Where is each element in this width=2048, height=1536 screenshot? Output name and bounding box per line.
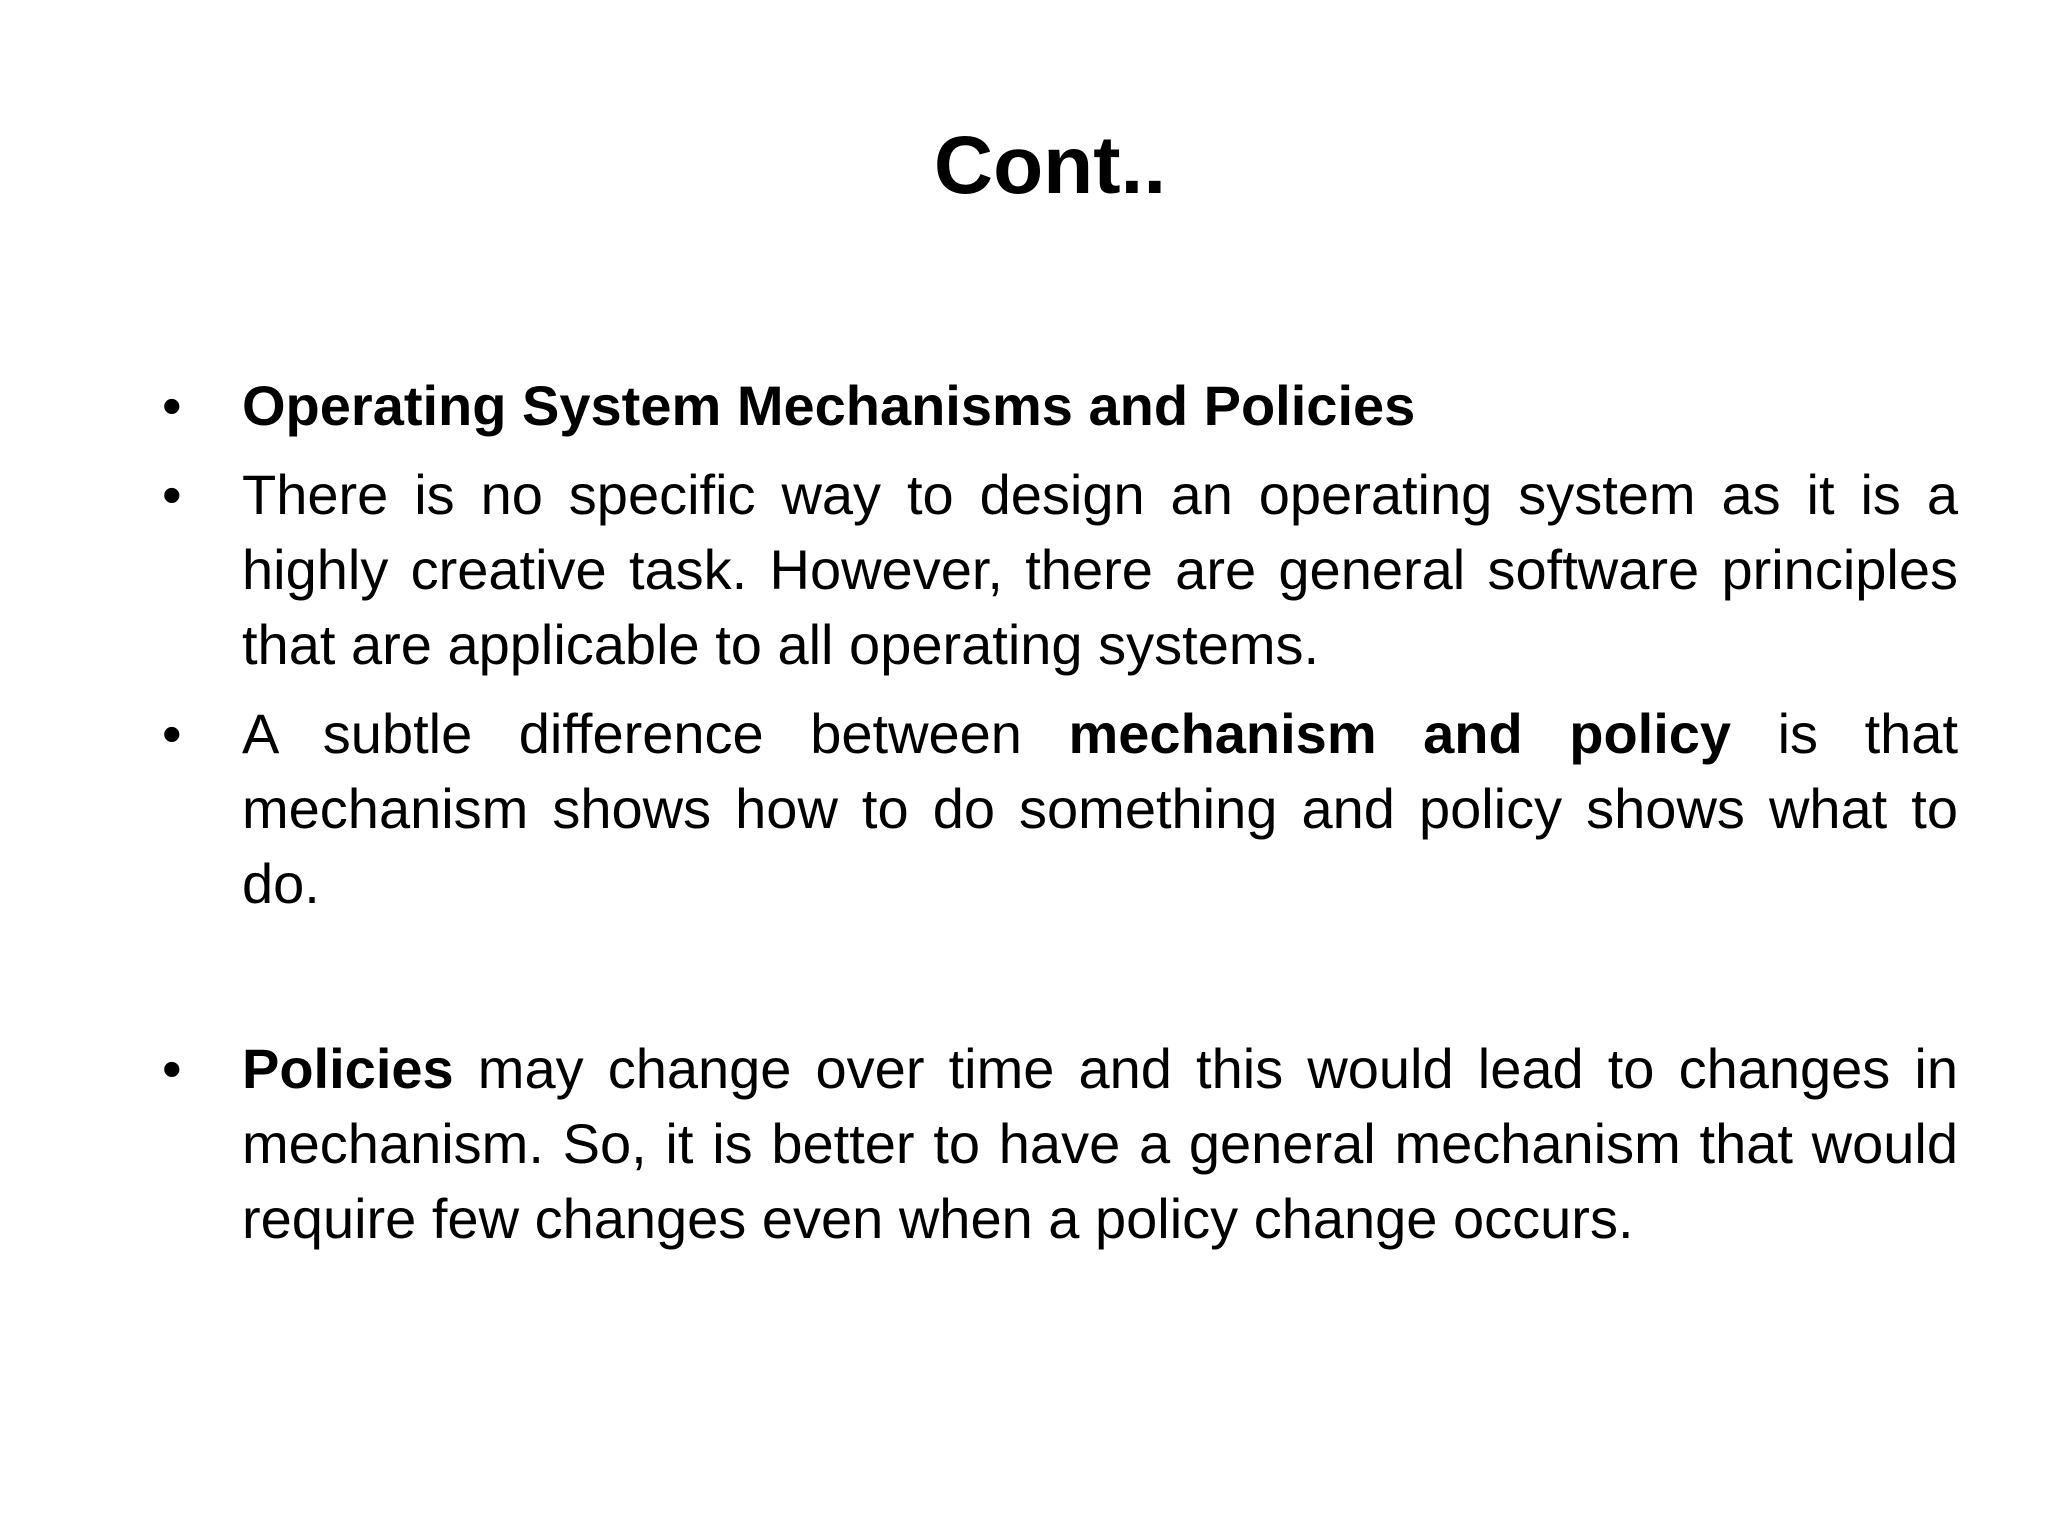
bullet-item-difference (158, 696, 1958, 921)
bullet-policies-post: may change over time and this would lead to changes in mechanism. So, it is better to have a general mechanism that would require few changes even when a policy change occurs. (242, 1037, 1958, 1250)
bullet-difference-pre: A subtle difference between (242, 702, 1069, 765)
bullet-icon: • (162, 702, 182, 765)
slide-title: Cont.. (933, 120, 1167, 211)
bullet-difference-bold: mechanism and policy (1068, 702, 1732, 765)
bullet-item-policies (158, 1031, 1958, 1256)
bullet-difference-text (242, 696, 1958, 921)
bullet-policies-text (242, 1031, 1958, 1256)
bullet-icon: • (162, 374, 182, 437)
bullet-item-heading (158, 368, 1958, 443)
bullet-design-text: There is no specific way to design an operating system as it is a highly creative task. However, there are general software principles that are applicable to all operating systems. (242, 463, 1958, 676)
bullet-icon: • (162, 1037, 182, 1100)
bullet-difference-post: is that mechanism shows how to do something and policy shows what to do. (242, 702, 1958, 915)
bullet-item-design (158, 457, 1958, 682)
bullet-icon: • (162, 463, 182, 526)
bullet-list (158, 368, 1958, 1270)
bullet-policies-bold: Policies (242, 1037, 454, 1100)
bullet-heading-text: Operating System Mechanisms and Policies (242, 374, 1416, 437)
